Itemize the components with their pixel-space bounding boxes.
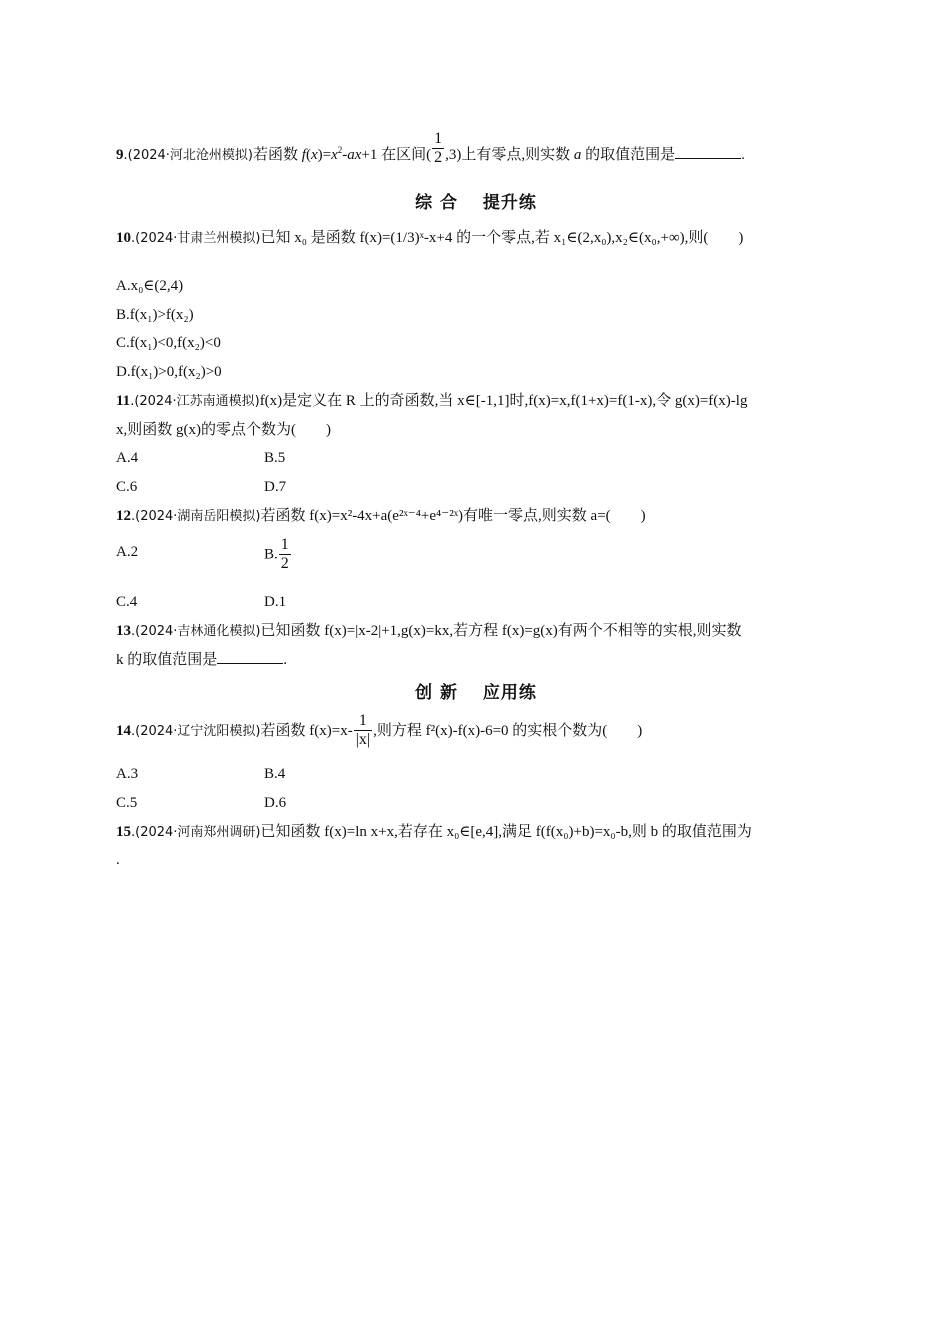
question-number: 13: [116, 623, 131, 639]
question-15: [116, 822, 752, 843]
question-source: .(2024·辽宁沈阳模拟): [131, 723, 261, 739]
question-text: f(x)是定义在 R 上的奇函数,当 x∈[-1,1]时,f(x)=x,f(1+x)=f(1-x),令 g(x)=f(x)-lg: [259, 393, 748, 409]
answer-blank[interactable]: [217, 649, 283, 664]
option-b[interactable]: B.4: [264, 766, 286, 782]
question-source: .(2024·河南郑州调研): [131, 825, 261, 840]
question-source: .(2024·湖南岳阳模拟): [131, 509, 261, 524]
question-number: 12: [116, 508, 131, 524]
option-c[interactable]: C.4: [116, 594, 138, 610]
option-d[interactable]: D.f(x₁)>0,f(x₂)>0: [116, 364, 222, 380]
question-source: .(2024·河北沧州模拟): [123, 148, 253, 163]
option-c[interactable]: C.5: [116, 795, 138, 811]
option-d[interactable]: D.7: [264, 479, 287, 495]
question-9: 9.(2024·河北沧州模拟)若函数 $f(x)=x^2-ax+1$ 在区间( $\frac{1}{2}$ ,3)上有零点,则实数 a 的取值范围是 .: [116, 130, 745, 167]
question-13-line-2: k 的取值范围是 .: [116, 649, 287, 670]
question-12: [116, 506, 646, 527]
question-text: 已知函数 f(x)=ln x+x,若存在 x₀∈[e,4],满足 f(f(x₀)+b)=x₀-b,则 b 的取值范围为: [260, 824, 752, 840]
option-a[interactable]: A.3: [116, 766, 139, 782]
question-number: 11: [116, 393, 131, 409]
option-d[interactable]: D.1: [264, 594, 287, 610]
option-b[interactable]: B.f(x₁)>f(x₂): [116, 307, 194, 323]
question-source: .(2024·甘肃兰州模拟): [131, 231, 261, 246]
fraction: $\frac{1}{|x|}$: [355, 712, 371, 748]
question-number: 14: [116, 722, 131, 739]
question-11-line-2: x,则函数 g(x)的零点个数为( ): [116, 422, 331, 438]
option-d[interactable]: D.6: [264, 795, 287, 811]
question-text: 已知 x₀ 是函数 f(x)=(1/3)ˣ-x+4 的一个零点,若 x₁∈(2,x₀),x₂∈(x₀,+∞),则( ): [260, 230, 744, 246]
question-source: .(2024·吉林通化模拟): [131, 624, 261, 639]
option-a[interactable]: A.4: [116, 450, 139, 466]
question-number: 10: [116, 230, 131, 246]
option-a[interactable]: A.x₀∈(2,4): [116, 278, 184, 294]
option-c[interactable]: C.6: [116, 479, 138, 495]
question-11: [116, 391, 747, 412]
question-source: .(2024·江苏南通模拟): [130, 394, 260, 409]
answer-blank[interactable]: [675, 144, 741, 159]
question-number: 15: [116, 824, 131, 840]
question-number: 9: [116, 147, 124, 163]
question-13: [116, 621, 742, 642]
option-b[interactable]: B.5: [264, 450, 286, 466]
option-a[interactable]: A.2: [116, 544, 139, 560]
section-heading-innovation: 创 新 应用练: [415, 683, 537, 703]
option-b[interactable]: B. $\frac{1}{2}$: [264, 536, 289, 572]
option-c[interactable]: C.f(x₁)<0,f(x₂)<0: [116, 335, 221, 351]
fraction: $\frac{1}{2}$: [434, 130, 443, 167]
question-text: 若函数 f(x)=x²-4x+a(e²ˣ⁻⁴+e⁴⁻²ˣ)有唯一零点,则实数 a=( ): [260, 508, 646, 524]
question-15-line-2: .: [116, 852, 120, 868]
section-heading-comprehensive: 综 合 提升练: [415, 193, 537, 213]
fraction: $\frac{1}{2}$: [280, 536, 289, 572]
question-10: [116, 228, 743, 249]
question-14: 14.(2024·辽宁沈阳模拟)若函数 f(x)=x- $\frac{1}{|x|}$ ,则方程 f²(x)-f(x)-6=0 的实根个数为( ): [116, 712, 643, 748]
question-text: 已知函数 f(x)=|x-2|+1,g(x)=kx,若方程 f(x)=g(x)有两个不相等的实根,则实数: [260, 623, 742, 639]
